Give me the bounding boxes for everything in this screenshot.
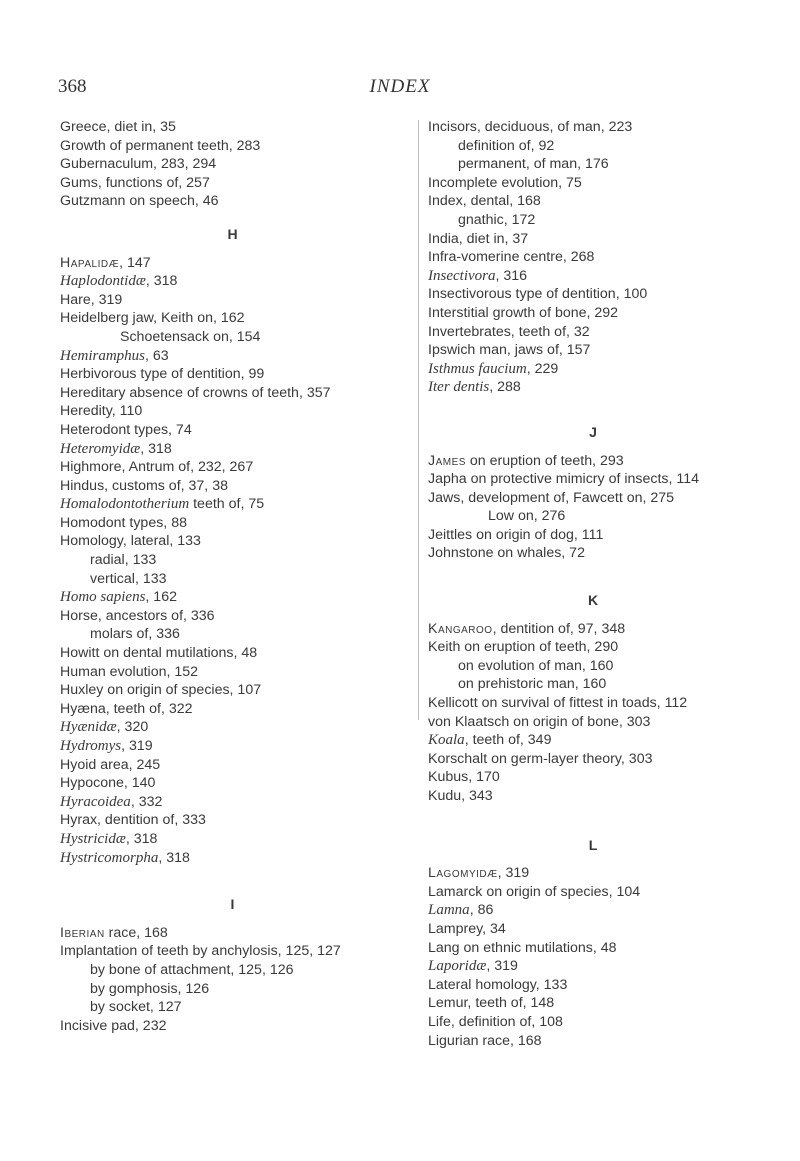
- index-entry: Hyæna, teeth of, 322: [60, 700, 193, 717]
- entry-head: Isthmus faucium: [428, 360, 527, 377]
- entry-head: Kangaroo: [428, 620, 493, 637]
- index-entry: Hare, 319: [60, 291, 123, 308]
- index-entry: [428, 901, 758, 920]
- index-entry: [60, 347, 405, 366]
- entry-page: , 320: [116, 719, 149, 736]
- index-entry: Human evolution, 152: [60, 663, 199, 680]
- entry-head: Hapalidæ: [60, 254, 120, 271]
- entry-page: , 147: [119, 254, 151, 271]
- entry-rest: race, 168: [104, 924, 168, 941]
- index-entry: Highmore, Antrum of, 232, 267: [60, 459, 254, 476]
- index-entry: [60, 495, 405, 514]
- index-entry: Invertebrates, teeth of, 32: [428, 323, 590, 340]
- entry-page: , 318: [125, 830, 158, 847]
- index-entry: [60, 588, 405, 607]
- entry-head: Hemiramphus: [60, 347, 145, 364]
- index-entry: Hyrax, dentition of, 333: [60, 812, 206, 829]
- index-entry: Hyoid area, 245: [60, 756, 161, 773]
- index-subentry: gnathic, 172: [458, 211, 536, 228]
- entry-page: , 319: [497, 865, 530, 882]
- index-entry: Incisive pad, 232: [60, 1017, 167, 1034]
- entry-page: , 288: [489, 379, 521, 396]
- index-subentry: on prehistoric man, 160: [458, 676, 607, 693]
- entry-head: Hyænidæ: [60, 719, 117, 736]
- entry-page: , 319: [486, 958, 518, 975]
- index-entry: Gums, functions of, 257: [60, 174, 210, 191]
- page-number: 368: [58, 76, 87, 97]
- index-entry: [428, 360, 758, 379]
- index-entry: [60, 440, 405, 459]
- index-entry: Lateral homology, 133: [428, 976, 568, 993]
- index-subentry: by bone of attachment, 125, 126: [90, 961, 294, 978]
- entry-page: , teeth of, 349: [464, 732, 552, 749]
- index-entry: [60, 924, 405, 943]
- entry-head: Hydromys: [60, 738, 122, 754]
- right-column: [428, 118, 758, 1050]
- index-entry: Johnstone on whales, 72: [428, 545, 585, 562]
- index-entry: Jeittles on origin of dog, 111: [428, 526, 604, 543]
- entry-page: , 86: [469, 902, 494, 919]
- running-head: INDEX: [369, 76, 431, 97]
- index-entry: [428, 864, 758, 883]
- index-entry: Kubus, 170: [428, 769, 500, 786]
- entry-head: Lagomyidæ: [428, 865, 498, 882]
- index-entry: Kellicott on survival of fittest in toads, 112: [428, 695, 688, 712]
- entry-head: Lamna: [428, 902, 470, 919]
- entry-head: Insectivora: [428, 267, 496, 284]
- index-entry: Lang on ethnic mutilations, 48: [428, 939, 617, 956]
- entry-page: , 63: [145, 347, 169, 364]
- entry-head: Homalodontotherium: [60, 496, 190, 513]
- index-subentry: permanent, of man, 176: [458, 156, 609, 173]
- section-letter-j: J: [589, 423, 597, 440]
- index-entry: Homodont types, 88: [60, 514, 187, 531]
- index-entry: Ligurian race, 168: [428, 1032, 542, 1049]
- index-entry: Gubernaculum, 283, 294: [60, 156, 217, 173]
- entry-page: teeth of, 75: [189, 496, 265, 513]
- index-entry: von Klaatsch on origin of bone, 303: [428, 713, 651, 730]
- column-divider: [418, 120, 419, 720]
- index-entry: Lamprey, 34: [428, 920, 506, 937]
- entry-page: , 318: [158, 849, 190, 866]
- index-entry: Gutzmann on speech, 46: [60, 193, 219, 210]
- index-entry: [428, 957, 758, 976]
- index-entry: Growth of permanent teeth, 283: [60, 137, 261, 154]
- entry-head: James: [428, 452, 466, 469]
- index-entry: Insectivorous type of dentition, 100: [428, 286, 648, 303]
- index-entry: Incomplete evolution, 75: [428, 174, 582, 191]
- index-entry: Howitt on dental mutilations, 48: [60, 645, 258, 662]
- index-entry: Hereditary absence of crowns of teeth, 357: [60, 384, 331, 401]
- index-entry: [428, 620, 758, 639]
- index-subentry: Low on, 276: [488, 508, 566, 525]
- index-entry: Huxley on origin of species, 107: [60, 682, 262, 699]
- index-subentry: definition of, 92: [458, 137, 555, 154]
- index-entry: Kudu, 343: [428, 788, 493, 804]
- entry-page: , 229: [526, 360, 559, 377]
- index-entry: Incisors, deciduous, of man, 223: [428, 119, 633, 135]
- index-entry: [60, 849, 405, 868]
- index-entry: [428, 731, 758, 750]
- index-entry: Homology, lateral, 133: [60, 533, 201, 550]
- index-entry: Ipswich man, jaws of, 157: [428, 342, 591, 359]
- index-entry: Heterodont types, 74: [60, 421, 192, 438]
- index-entry: [60, 830, 405, 849]
- index-entry: [60, 793, 405, 812]
- index-entry: [428, 452, 758, 471]
- index-entry: Japha on protective mimicry of insects, 114: [428, 471, 699, 488]
- index-entry: [60, 254, 405, 273]
- index-entry: Implantation of teeth by anchylosis, 125, 127: [60, 943, 341, 960]
- index-entry: Korschalt on germ-layer theory, 303: [428, 750, 653, 767]
- index-entry: Lamarck on origin of species, 104: [428, 883, 641, 900]
- entry-head: Iberian: [60, 924, 105, 941]
- index-entry: Interstitial growth of bone, 292: [428, 304, 619, 321]
- index-entry: Infra-vomerine centre, 268: [428, 249, 595, 266]
- section-letter-l: L: [588, 836, 598, 853]
- index-subentry: molars of, 336: [90, 626, 180, 643]
- index-entry: [60, 737, 405, 756]
- entry-head: Koala: [428, 732, 465, 749]
- entry-head: Homo sapiens: [60, 589, 146, 606]
- entry-head: Hystricidæ: [60, 830, 126, 847]
- section-letter-k: K: [587, 592, 599, 609]
- entry-head: Iter dentis: [428, 379, 490, 396]
- section-letter-h: H: [227, 225, 238, 242]
- index-entry: Lemur, teeth of, 148: [428, 995, 555, 1012]
- index-entry: Greece, diet in, 35: [60, 119, 176, 135]
- index-entry: Heredity, 110: [60, 403, 143, 420]
- index-entry: Keith on eruption of teeth, 290: [428, 639, 619, 656]
- entry-page: , 332: [130, 793, 163, 810]
- index-entry: Hindus, customs of, 37, 38: [60, 477, 228, 494]
- index-entry: Heidelberg jaw, Keith on, 162: [60, 310, 245, 327]
- index-subentry: Schoetensack on, 154: [120, 328, 261, 345]
- index-entry: Jaws, development of, Fawcett on, 275: [428, 489, 675, 506]
- section-letter-i: I: [230, 896, 235, 913]
- index-entry: [60, 272, 405, 291]
- left-column: [60, 118, 405, 1035]
- index-subentry: vertical, 133: [90, 570, 167, 587]
- index-subentry: radial, 133: [90, 552, 157, 569]
- index-entry: [428, 378, 758, 397]
- index-entry: Index, dental, 168: [428, 193, 541, 210]
- index-entry: Horse, ancestors of, 336: [60, 607, 215, 624]
- index-entry: Hypocone, 140: [60, 775, 156, 792]
- entry-head: Laporidæ: [428, 958, 487, 975]
- entry-page: , 318: [145, 273, 178, 290]
- index-entry: [428, 267, 758, 286]
- entry-page: , 318: [140, 440, 172, 457]
- entry-head: Heteromyidæ: [60, 440, 141, 457]
- index-subentry: by gomphosis, 126: [90, 980, 210, 997]
- entry-rest: , dentition of, 97, 348: [492, 620, 626, 637]
- index-entry: [60, 718, 405, 737]
- entry-page: , 316: [495, 267, 528, 284]
- index-entry: Life, definition of, 108: [428, 1013, 563, 1030]
- index-entry: India, diet in, 37: [428, 230, 529, 247]
- entry-head: Haplodontidæ: [60, 273, 146, 290]
- entry-page: , 319: [121, 738, 153, 754]
- entry-head: Hyracoidea: [60, 793, 131, 810]
- index-subentry: by socket, 127: [90, 999, 182, 1016]
- entry-page: , 162: [145, 589, 177, 606]
- entry-rest: on eruption of teeth, 293: [465, 452, 624, 469]
- entry-head: Hystricomorpha: [60, 849, 159, 866]
- index-subentry: on evolution of man, 160: [458, 657, 614, 674]
- index-entry: Herbivorous type of dentition, 99: [60, 366, 265, 383]
